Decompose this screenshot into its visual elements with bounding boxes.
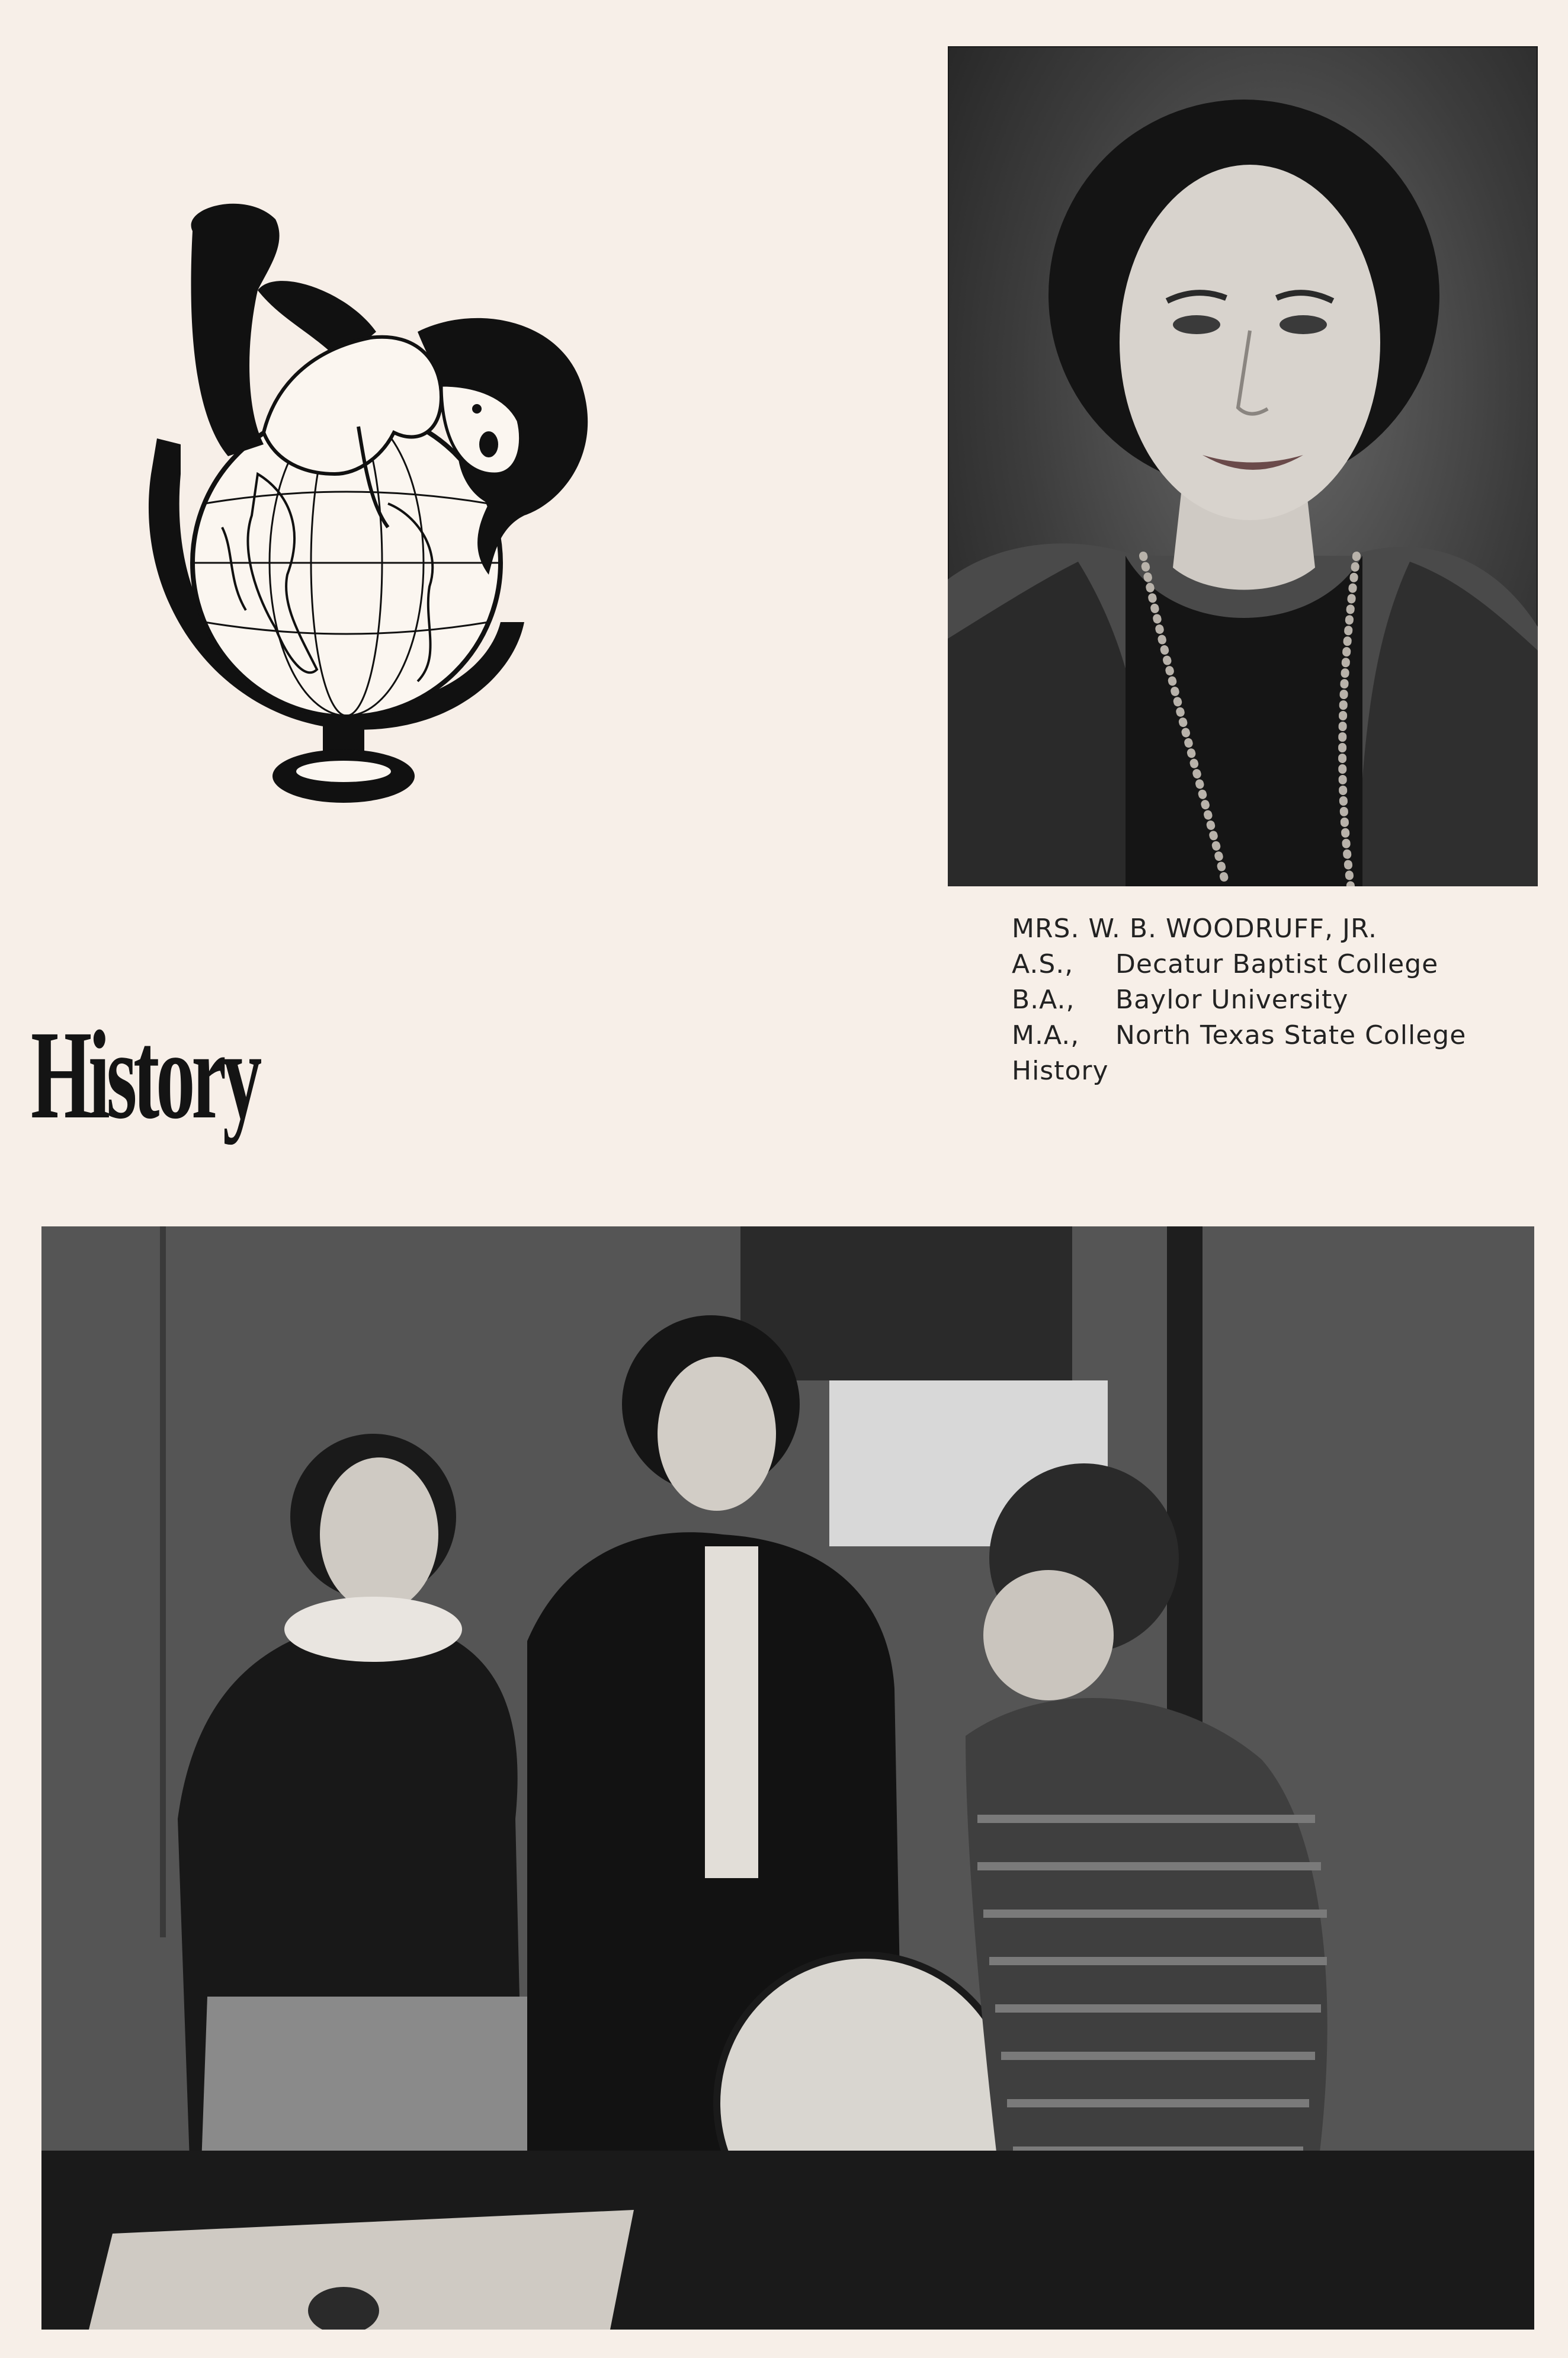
degree-school: Decatur Baptist College (1115, 949, 1439, 979)
teacher-name: MRS. W. B. WOODRUFF, JR. (1012, 914, 1378, 944)
teacher-caption (1012, 911, 1545, 1089)
degree-line (1012, 1018, 1545, 1053)
degree-line (1012, 982, 1545, 1018)
degree-abbrev: M.A., (1012, 1020, 1080, 1050)
degree-abbrev: A.S., (1012, 949, 1074, 979)
degree-abbrev: B.A., (1012, 985, 1075, 1015)
teacher-portrait-photo (948, 46, 1538, 886)
group-photo (41, 1226, 1534, 2330)
globe-cartoon-illustration (110, 196, 655, 835)
degree-school: Baylor University (1115, 985, 1349, 1015)
page-heading: History (31, 1005, 259, 1145)
teacher-subject: History (1012, 1056, 1109, 1086)
degree-school: North Texas State College (1115, 1020, 1467, 1050)
degree-line (1012, 947, 1545, 982)
